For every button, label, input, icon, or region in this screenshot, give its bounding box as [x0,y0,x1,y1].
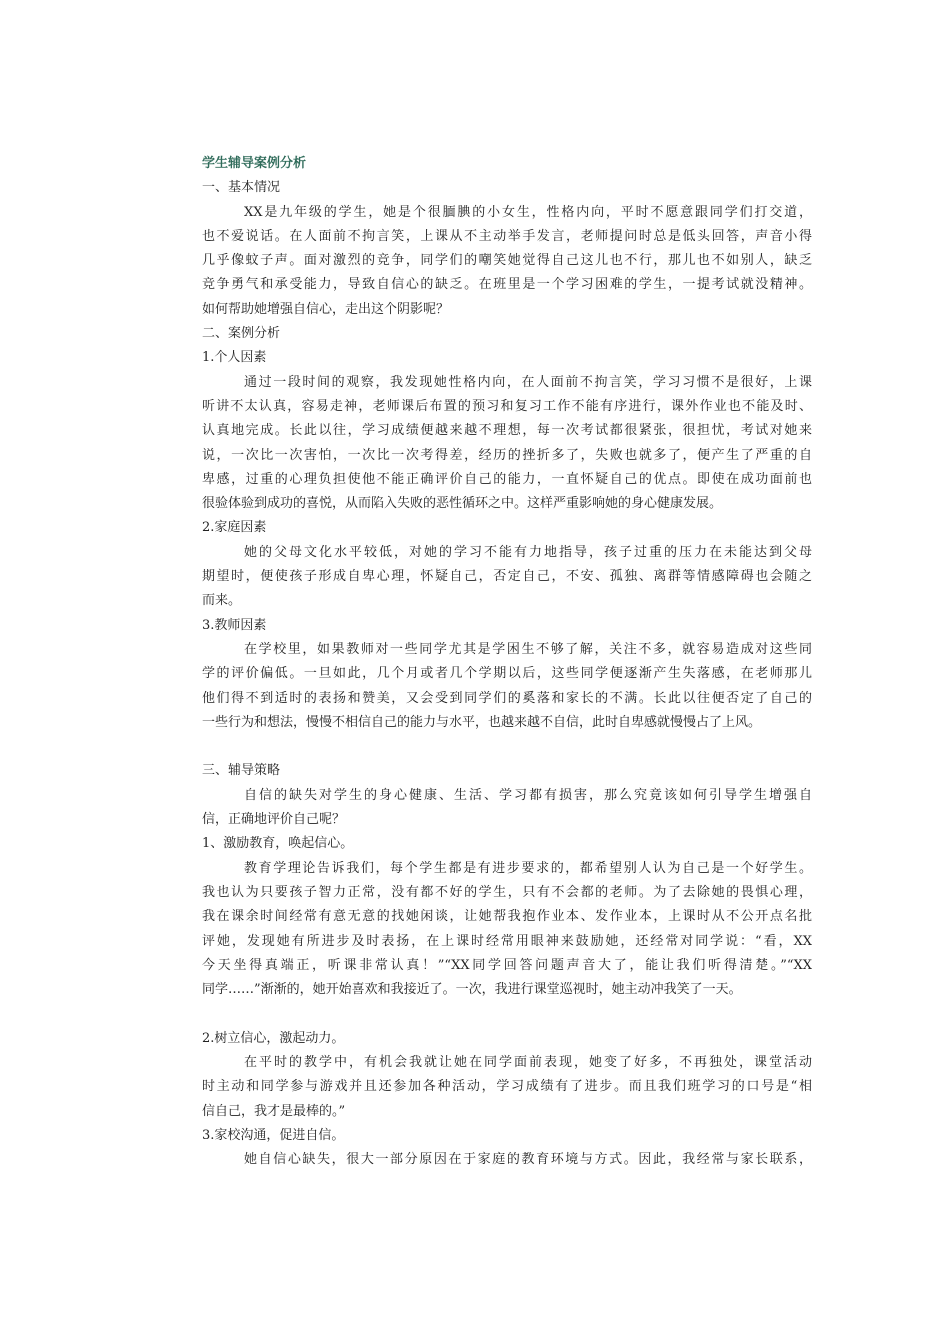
section-heading-basic: 一、基本情况 [202,180,281,196]
paragraph-line: XX是九年级的学生，她是个很腼腆的小女生，性格内向，平时不愿意跟同学们打交道， [244,204,812,220]
subheading-home-school: 3.家校沟通，促进自信。 [202,1127,345,1143]
paragraph-line: 很验体验到成功的喜悦，从而陷入失败的恶性循环之中。这样严重影响她的身心健康发展。 [202,496,723,512]
subheading-confidence: 2.树立信心，激起动力。 [202,1030,345,1046]
paragraph-line: 信自己，我才是最棒的。” [202,1103,346,1119]
paragraph-line: 今天坐得真端正，听课非常认真！”“XX同学回答问题声音大了，能让我们听得清楚。”“XX [202,957,812,973]
paragraph-line: 她的父母文化水平较低，对她的学习不能有力地指导，孩子过重的压力在未能达到父母 [244,544,812,560]
paragraph-line: 在平时的教学中，有机会我就让她在同学面前表现，她变了好多，不再独处，课堂活动 [244,1054,812,1070]
paragraph-line: 也不爱说话。在人面前不拘言笑，上课从不主动举手发言，老师提问时总是低头回答，声音小得 [202,228,812,244]
paragraph-line: 期望时，便使孩子形成自卑心理，怀疑自己，否定自己，不安、孤独、离群等情感障碍也会随之 [202,569,812,585]
paragraph-line: 认真地完成。长此以往，学习成绩便越来越不理想，每一次考试都很紧张，很担忧，考试对她来 [202,423,812,439]
paragraph-line: 我也认为只要孩子智力正常，没有都不好的学生，只有不会都的老师。为了去除她的畏惧心理， [202,884,812,900]
subheading-family: 2.家庭因素 [202,520,267,536]
paragraph-line: 几乎像蚊子声。面对激烈的竞争，同学们的嘲笑她觉得自己这儿也不行，那儿也不如别人，缺乏 [202,253,812,269]
section-heading-analysis: 二、案例分析 [202,326,281,342]
paragraph-line: 听讲不太认真，容易走神，老师课后布置的预习和复习工作不能有序进行，课外作业也不能及时、 [202,398,812,414]
document-page [202,152,812,1172]
paragraph-line: 卑感，过重的心理负担使他不能正确评价自己的能力，一直怀疑自己的优点。即使在成功面前也 [202,471,812,487]
paragraph-line: 如何帮助她增强自信心，走出这个阴影呢？ [202,301,450,317]
paragraph-line: 通过一段时间的观察，我发现她性格内向，在人面前不拘言笑，学习习惯不是很好，上课 [244,374,812,390]
subheading-encourage: 1、激励教育，唤起信心。 [202,836,354,852]
document-title: 学生辅导案例分析 [202,156,307,171]
blank-line [202,735,812,759]
paragraph-line: 她自信心缺失，很大一部分原因在于家庭的教育环境与方式。因此，我经常与家长联系， [244,1152,812,1168]
paragraph-line: 竞争勇气和承受能力，导致自信心的缺乏。在班里是一个学习困难的学生，一提考试就没精神。 [202,277,812,293]
subheading-teacher: 3.教师因素 [202,617,267,633]
paragraph-line: 时主动和同学参与游戏并且还参加各种活动，学习成绩有了进步。而且我们班学习的口号是“相 [202,1079,812,1095]
paragraph-line: 说，一次比一次害怕，一次比一次考得差，经历的挫折多了，失败也就多了，便产生了严重的自 [202,447,812,463]
paragraph-line: 信，正确地评价自己呢？ [202,812,346,828]
paragraph-line: 他们得不到适时的表扬和赞美，又会受到同学们的奚落和家长的不满。长此以往便否定了自己的 [202,690,812,706]
paragraph-line: 而来。 [202,593,242,609]
blank-line [202,1002,812,1026]
paragraph-line: 评她，发现她有所进步及时表扬，在上课时经常用眼神来鼓励她，还经常对同学说：“看，XX [202,933,812,949]
paragraph-line: 在学校里，如果教师对一些同学尤其是学困生不够了解，关注不多，就容易造成对这些同 [244,641,812,657]
paragraph-line: 学的评价偏低。一旦如此，几个月或者几个学期以后，这些同学便逐渐产生失落感，在老师那儿 [202,666,812,682]
subheading-personal: 1.个人因素 [202,350,267,366]
paragraph-line: 自信的缺失对学生的身心健康、生活、学习都有损害，那么究竟该如何引导学生增强自 [244,787,812,803]
paragraph-line: 一些行为和想法，慢慢不相信自己的能力与水平，也越来越不自信，此时自卑感就慢慢占了上风。 [202,714,762,730]
paragraph-line: 教育学理论告诉我们，每个学生都是有进步要求的，都希望别人认为自己是一个好学生。 [244,860,812,876]
paragraph-line: 我在课余时间经常有意无意的找她闲谈，让她帮我抱作业本、发作业本，上课时从不公开点名批 [202,909,812,925]
section-heading-strategy: 三、辅导策略 [202,763,281,779]
paragraph-line: 同学……”渐渐的，她开始喜欢和我接近了。一次，我进行课堂巡视时，她主动冲我笑了一天。 [202,982,742,998]
